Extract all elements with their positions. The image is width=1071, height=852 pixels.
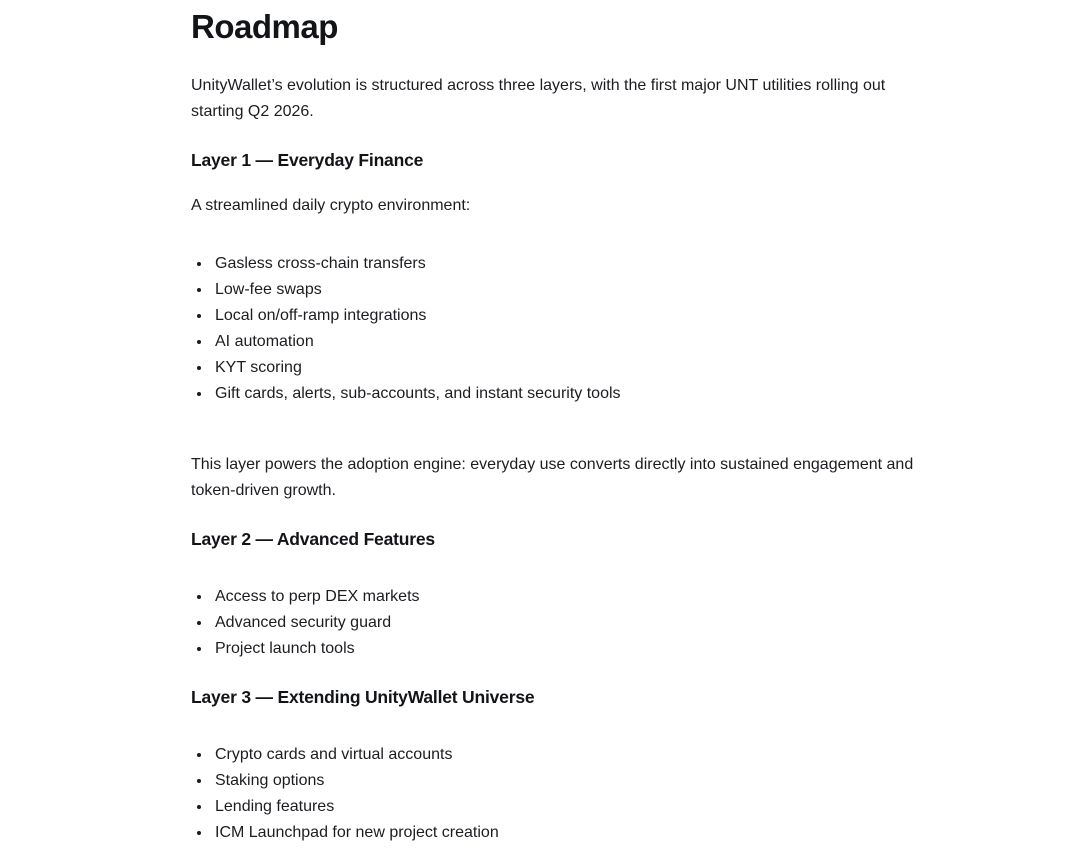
- list-item: • Advanced security guard: [212, 610, 941, 636]
- list-item: • Access to perp DEX markets: [212, 584, 941, 610]
- intro-paragraph: UnityWallet’s evolution is structured across three layers, with the first major UNT utilities rolling out starting Q2 2026.: [191, 77, 886, 120]
- list-item: • ICM Launchpad for new project creation: [212, 820, 941, 846]
- layer-1-list: [191, 251, 941, 407]
- list-item: • Lending features: [212, 794, 941, 820]
- layer-2-heading: Layer 2 — Advanced Features: [191, 529, 435, 549]
- layer-1-outro: This layer powers the adoption engine: everyday use converts directly into sustained engagement and token-driven growth.: [191, 456, 914, 499]
- list-item: • Gasless cross-chain transfers: [212, 251, 941, 277]
- document-content: [191, 8, 941, 846]
- layer-2-list: [191, 584, 941, 662]
- list-item: • Project launch tools: [212, 636, 941, 662]
- layer-1-lead: A streamlined daily crypto environment:: [191, 197, 471, 214]
- page-title: Roadmap: [191, 8, 338, 45]
- section-layer-1: [191, 147, 941, 504]
- list-item: • Crypto cards and virtual accounts: [212, 742, 941, 768]
- list-item: • Gift cards, alerts, sub-accounts, and instant security tools: [212, 381, 941, 407]
- list-item: • AI automation: [212, 329, 941, 355]
- layer-3-list: [191, 742, 941, 846]
- layer-3-heading: Layer 3 — Extending UnityWallet Universe: [191, 687, 535, 707]
- list-item: • Local on/off-ramp integrations: [212, 303, 941, 329]
- list-item: • Staking options: [212, 768, 941, 794]
- section-layer-3: [191, 684, 941, 846]
- layer-1-heading: Layer 1 — Everyday Finance: [191, 150, 424, 170]
- section-layer-2: [191, 526, 941, 662]
- list-item: • Low-fee swaps: [212, 277, 941, 303]
- list-item: • KYT scoring: [212, 355, 941, 381]
